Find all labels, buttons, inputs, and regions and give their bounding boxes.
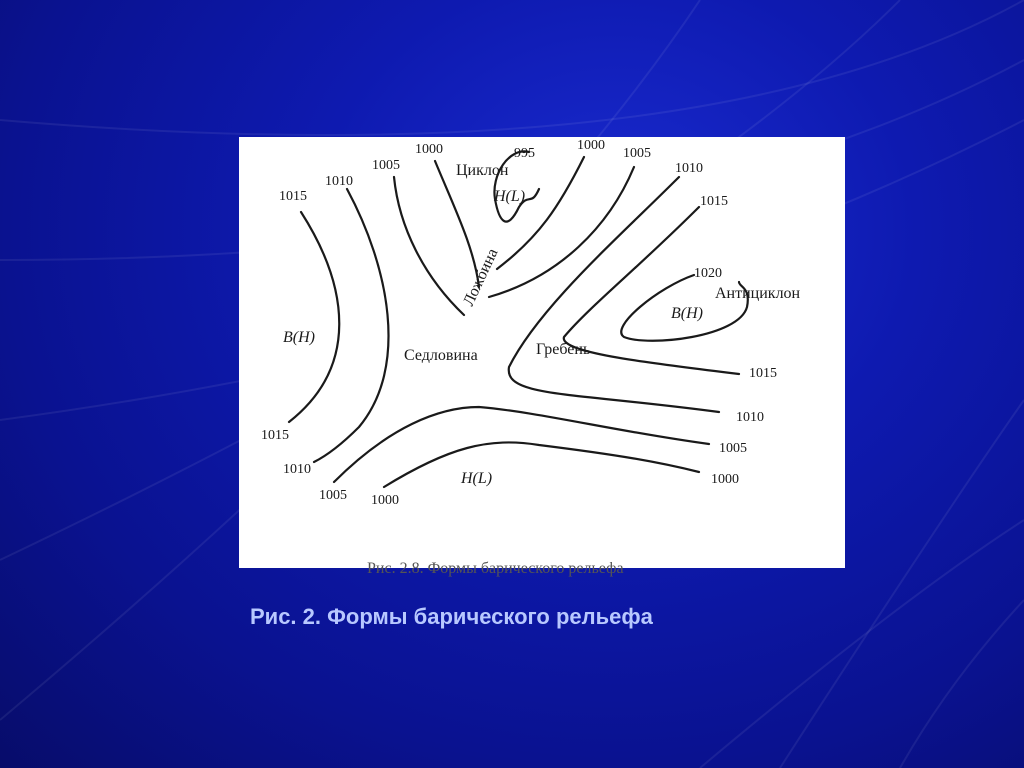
isobar-label: 1015 xyxy=(279,189,307,204)
isobar-label: 995 xyxy=(514,146,535,161)
isobar-label: 1005 xyxy=(319,488,347,503)
isobar-label: 1010 xyxy=(675,161,703,176)
isobar-1005-top-left xyxy=(394,177,464,315)
isobar-label: 1020 xyxy=(694,266,722,281)
isobar-1000-trough xyxy=(435,161,479,287)
isobar-label: 1010 xyxy=(736,410,764,425)
low-pressure-symbol: H(L) xyxy=(461,470,493,487)
anticyclone-symbol: B(H) xyxy=(671,305,703,322)
isobar-1010-left xyxy=(314,189,389,462)
isobar-label: 1015 xyxy=(700,194,728,209)
isobar-label: 1000 xyxy=(415,142,443,157)
isobar-label: 1005 xyxy=(372,158,400,173)
isobar-label: 1005 xyxy=(719,441,747,456)
isobar-label: 1005 xyxy=(623,146,651,161)
isobar-label: 1015 xyxy=(749,366,777,381)
ridge-label: Гребень xyxy=(536,341,591,358)
cyclone-label: Циклон xyxy=(456,162,509,179)
isobar-label: 1000 xyxy=(711,472,739,487)
cyclone-symbol: H(L) xyxy=(494,188,526,205)
isobar-1000-bottom xyxy=(384,442,699,487)
isobar-label: 1010 xyxy=(283,462,311,477)
isobar-label: 1000 xyxy=(371,493,399,508)
figure-inner-caption: Рис. 2.8. Формы барического рельефа xyxy=(367,560,624,577)
high-pressure-symbol: B(H) xyxy=(283,329,315,346)
slide-caption: Рис. 2. Формы барического рельефа xyxy=(250,604,653,629)
isobar-label: 1000 xyxy=(577,138,605,153)
isobar-1005-top-right xyxy=(489,167,634,297)
anticyclone-label: Антициклон xyxy=(715,285,801,302)
baric-relief-figure xyxy=(239,137,845,577)
saddle-label: Седловина xyxy=(404,347,478,364)
isobar-label: 1015 xyxy=(261,428,289,443)
isobar-diagram xyxy=(239,137,845,577)
trough-label: Ложбина xyxy=(460,245,502,309)
isobar-1010-top-right xyxy=(509,177,719,412)
isobar-1005-bottom xyxy=(334,407,709,482)
isobar-1015-left xyxy=(289,212,339,422)
isobar-label: 1010 xyxy=(325,174,353,189)
